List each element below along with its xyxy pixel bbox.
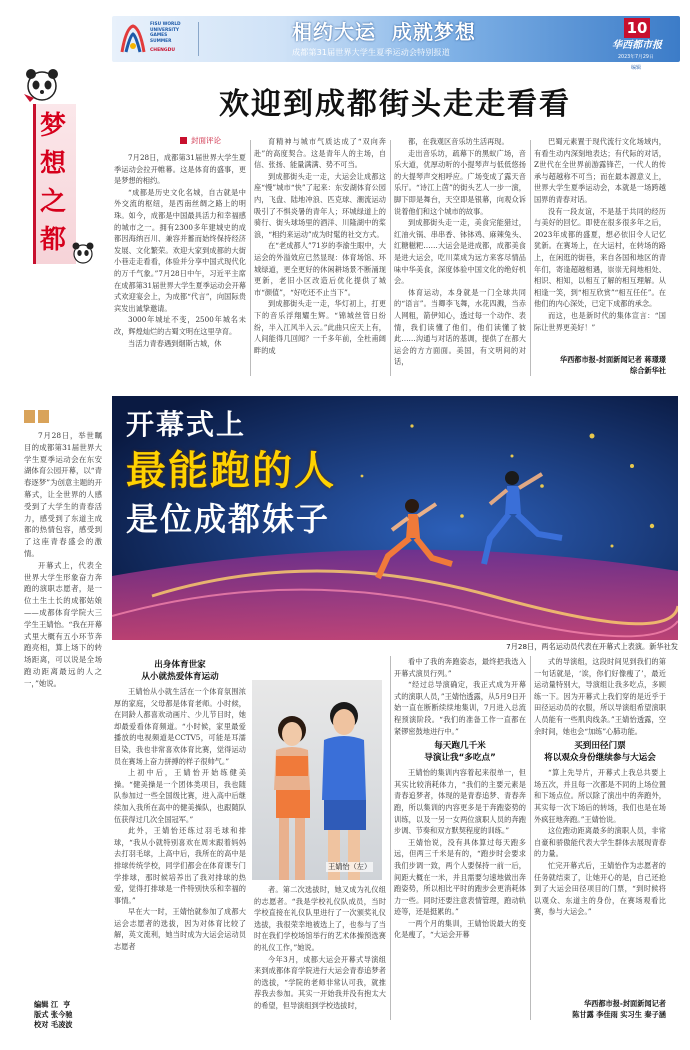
paragraph: 今年3月，成都大运会开幕式导演组来到成都体育学院进行大运会青春追梦者的选拔，“学院的老师非常认可我，就推荐我去参加。其实一开始我并没有抱太大的希望，但导演组到学校选拔时， bbox=[254, 954, 386, 1010]
subheading bbox=[114, 659, 246, 683]
article2-col2 bbox=[254, 884, 386, 1020]
subheading-text: 出身体育世家 从小就热爱体育运动 bbox=[141, 660, 219, 682]
header-slogan: 相约大运 成就梦想 bbox=[292, 20, 476, 44]
article1-col2 bbox=[254, 136, 386, 376]
byline-line: 华西都市报-封面新闻记者 蒋璟璟 bbox=[559, 355, 666, 364]
fisu-label: FISU WORLD UNIVERSITY GAMES SUMMER bbox=[150, 22, 181, 44]
paragraph: 王婧怡说，没有具体算过每天跑多远，但两三千米是有的，“跑步时会要求我们步调一致，两个人要保持一前一后，间距大概在一米，并且需要匀速地做出奔跑姿势，所以相比平时的跑步会更消耗体力一些。同时还要注意表情管理，跑动轨迹等，还是挺累的。” bbox=[394, 837, 526, 917]
quote-icon bbox=[24, 410, 52, 424]
fisu-logo-icon bbox=[118, 22, 148, 56]
commentary-icon bbox=[180, 137, 187, 144]
paragraph: 看中了我的奔跑姿态，最终把我选入开幕式演员行列。” bbox=[394, 657, 526, 678]
paragraph: 王婧怡的集训内容着起来很单一，但其实比较消耗体力，“我们的主要元素是青春追梦者，体现的是青春追梦、青春奔跑，所以集训的内容更多是于奔跑姿势的训练，以及一另一女两位演职人员的奔跑步调、节奏和双方默契程度的训练。” bbox=[394, 768, 526, 836]
article2-byline bbox=[534, 998, 666, 1020]
paragraph: “成都是历史文化名城，自古就是中外交流的枢纽，是西南丝绸之路上的明珠。如今，成都是中国最具活力和幸福感的城市之一。拥有2300多年建城史的成都因海纳百川、兼容并蓄而始终保持经济发展、文化繁荣。欢迎大家到成都的大街小巷走走看看，体验并分享中国式现代化的万千气象。”7月28日中午，习近平主席在成都第31届世界大学生夏季运动会开幕式欢迎宴会上，为成都“代言”，向国际贵宾发出诚挚邀请。 bbox=[114, 187, 246, 313]
photo-caption: 7月28日，两名运动员代表在开幕式上表演。新华社发 bbox=[506, 642, 678, 651]
header-divider bbox=[198, 22, 199, 56]
subheading bbox=[394, 740, 526, 764]
headline: 欢迎到成都街头走走看看 bbox=[219, 87, 571, 122]
byline-line: 陈甘露 李佳雨 实习生 秦子涵 bbox=[572, 1010, 666, 1019]
paragraph: 一两个月的集训，王婧怡说最大的变化是瘦了，“大运会开幕 bbox=[394, 918, 526, 940]
chengdu-label: CHENGDU bbox=[150, 48, 175, 53]
sidebar-note bbox=[24, 430, 102, 820]
paper-name: 华西都市报 bbox=[612, 40, 662, 51]
paragraph: 育精神与城市气质达成了“双向奔赴”的高度契合。这是青年人的主场，自信、张扬、能量满满、势不可当。 bbox=[254, 137, 386, 170]
portrait-photo bbox=[252, 680, 382, 880]
paragraph: 到成都街头走一走，大运会让成都这座“慢”城市“快”了起来：东安湖体育公园内，飞盘、陆地冲浪、匹克球、潮流运动吸引了不惧炎暑的青年人；环城绿道上的骑行、街头球场里的酒洋、川隆湖中的桨浪，“相约来运动”成为时髦的社交方式。 bbox=[254, 171, 386, 239]
article1-byline bbox=[534, 354, 666, 376]
paragraph: “算上先导片，开幕式上我总共要上场五次，并且每一次都是不同的上场位置和下场点位。所以除了演出中的奔跑外，其实每一次下场后的转场，我们也是在场外疯狂地奔跑。”王婧怡说。 bbox=[534, 768, 666, 824]
header-subtitle: 成都第31届世界大学生夏季运动会特别报道 bbox=[292, 47, 450, 57]
side-title-char-1: 梦 bbox=[40, 111, 67, 141]
article1-col1 bbox=[114, 152, 246, 352]
athletes-portrait-icon bbox=[252, 680, 382, 880]
paragraph: 开幕式上，代表全世界大学生形象奋力奔跑的演职志愿者，是一位土生土长的成都姑娘——成都体育学院大三学生王婧怡。“我在开幕式里大概有五小环节奔跑亮相，算上场下的转场距离，可以说是全场跑动距离最远的人之一，”她说。 bbox=[24, 560, 102, 688]
byline-line: 华西都市报-封面新闻记者 bbox=[583, 999, 666, 1008]
paragraph: 巴蜀元素置于现代流行文化场域内，有看生动内深刻地表达；有代际的对话，Z世代在全世界前游露锋芒，一代人的传承与超越称不可当；而在最本源意义上，世界大学生夏季运动会，本就是一场跨越国界的青春对话。 bbox=[534, 137, 666, 204]
editor-tag: 编辑 bbox=[631, 65, 642, 71]
editor-line: 编辑 江 亨 bbox=[34, 1000, 71, 1009]
page-number: 10 bbox=[624, 18, 650, 38]
paragraph: 式的导演组，这段时间见到我们的第一句话就是，‘诶，你们好像瘦了’，最近运动量特别大，导演组让我多吃点，多顾练一下。因为开幕式上我们穿的是近乎于田径运动员的衣服，所以导演组希望演职人员能有一些肌肉线条。”王婧怡透露，空余时间，她也会“加练”心肺功能。 bbox=[534, 657, 666, 736]
editor-line: 校对 毛凌波 bbox=[34, 1020, 73, 1029]
paragraph: “经过总导演确定，我正式成为开幕式的演职人员，”王婧怡透露，从5月9日开始一直在断断续续地集训，7月进入总流程预演阶段。“我们的准备工作一直都在紧锣密鼓地进行中。” bbox=[394, 680, 526, 736]
header-banner bbox=[112, 16, 680, 62]
paragraph: 忙完开幕式后，王婧怡作为志愿者的任务就结束了，让她开心的是，自己还抢到了大运会田径项目的门票，“到时候将以观众、东道主的身份，在赛场观看比赛，参与大运会。” bbox=[534, 860, 666, 917]
side-title-char-2: 想 bbox=[40, 149, 67, 179]
commentary-label: 封面评论 bbox=[191, 136, 221, 145]
paragraph: 7月28日，举世瞩目的成都第31届世界大学生夏季运动会在东安湖体育公园开幕，以“青春逐梦”为创意主题的开幕式，让全世界的人感受到了大学生的青春活力，感受到了东道主成都的热情包容，感受到了这座青春盛会的激情。 bbox=[24, 431, 102, 558]
editors-block bbox=[34, 1000, 72, 1030]
paragraph: 王婧怡从小就生活在一个体育氛围浓厚的家庭，父母都是体育老师。小时候，在同龄人都喜欢动画片、少儿节目时，她却最爱看体育频道。“小时候，家里最爱播放的电视频道是CCTV5，可能是耳濡目染，我也非常喜欢体育比赛，觉得运动员在赛场上奋力拼搏的样子很帅气。” bbox=[114, 687, 246, 766]
byline-line: 综合新华社 bbox=[630, 366, 666, 375]
side-title-char-4: 都 bbox=[40, 225, 67, 255]
feature-title-3: 是位成都妹子 bbox=[126, 500, 331, 538]
paragraph: 而这，也是新时代的集体宣言：“国际让世界更美好！” bbox=[534, 310, 666, 332]
subheading-text: 每天跑几千米 导演让我“多吃点” bbox=[424, 741, 496, 764]
subheading bbox=[534, 740, 666, 764]
paragraph: 当活力青春遇到烟斯古城，休 bbox=[128, 338, 222, 348]
paragraph: 体育运动，本身就是一门全球共同的“语言”。当卿李飞舞，水花四溅，当赤人网粗，箭伊知心，透过每一个动作、表情，我们读懂了他们，他们读懂了彼此……沟通与对话的基调，提供了在都大运会的方方面面。美国，有文明间的对话， bbox=[394, 287, 526, 367]
paragraph: 没有一段友谊，不是基于共同的经历与美好的回忆。即使在很多很多年之后，2023年成都的盛夏，想必依旧令人记忆犹新。在赛场上，在大运村，在转场的路上，在闲逛的街巷，来自各国和地区的青年们，寄逢超越相遇，崇崇无间地相处、相识、相知，以相互了解的相互理解。从相逢一笑，到“相互欣赏”“相互任任”。在他们的内心深处，已定下成都的承念。 bbox=[534, 206, 666, 309]
paragraph: 这位跑动距离最多的演职人员，非常自豪和骄傲能代表大学生群体去展现青春的力量。 bbox=[534, 826, 666, 859]
paragraph: 走出音乐坊，疏幕下的黑蚁广场，音乐大道，优厚动听的小提琴声与低低悠扬的大提琴声交相呼应。广场变成了露天音乐厅。“诗江上茵”的街头艺人一步一演，脚下即是舞台，天空即是银幕，向观众诉说着他们和这个城市的故事。 bbox=[394, 148, 526, 216]
paragraph: 都，在我观区音乐坊生活再现。 bbox=[408, 137, 509, 146]
feature-title-2: 最能跑的人 bbox=[126, 448, 336, 494]
paragraph: 到成都街头走一走，华灯初上，打更下的音乐浮翔耀生辉。“锦城丝管日纷纷，半入江风半入云。”此曲只应天上有，人间能得几回闻？一千多年前，全杜甫阔畔的成 bbox=[254, 299, 386, 355]
issue-date: 2023年7月29日 bbox=[618, 55, 654, 60]
feature-title-1: 开幕式上 bbox=[126, 408, 247, 441]
article1-col4 bbox=[534, 136, 666, 352]
article2-col4 bbox=[534, 656, 666, 996]
paragraph: 到成都街头走一走，美食完能猎过，红油火锅、串串香、钵钵鸡、麻辣兔头、红糖糍粑……大运会是进成都，成都美食是进大运会，吃川菜成为远方来客尽情品味中华美食，深度体验中国文化的绝好机会。 bbox=[394, 218, 526, 286]
feature-photo bbox=[112, 396, 678, 640]
editor-line: 版式 张今驰 bbox=[34, 1010, 73, 1019]
paragraph: 上初中后，王婧怡开始练健美操。“健美操是一个团体类项目，我也随队参加过一些全国级比赛，进入高中后继续加入我所在高中的健美操队，也跟随队伍获得过几次全国冠军。” bbox=[114, 768, 246, 824]
paragraph: 在“老成都人”71岁的李渝生眼中，大运会的外溢效应已然显现：体育场馆、环城绿道，更全更好的休闲耕场景不断涌现更新，老旧小区改造后优化提供了城市“颜值”，“好吃还不止当下”。 bbox=[254, 241, 386, 297]
article1-col3 bbox=[394, 136, 526, 376]
paragraph: 3000年城址不变，2500年城名未改，辉煌灿烂的古蜀文明在这里孕育。 bbox=[114, 315, 246, 336]
panda-small-icon bbox=[70, 240, 96, 266]
side-title-char-3: 之 bbox=[40, 187, 67, 217]
subheading-text: 买到田径门票 将以观众身份继续参与大运会 bbox=[544, 741, 656, 764]
paragraph: 早在大一时，王婧怡就参加了成都大运会志愿者的选拔，因为对体育比较了解，英文流利，她当时成为大运会运动员志愿者 bbox=[114, 907, 246, 952]
paragraph: 7月28日，成都第31届世界大学生夏季运动会拉开帷幕。这是体育的盛事，更是梦想的相约。 bbox=[114, 153, 246, 186]
portrait-caption: 王婧怡（左） bbox=[328, 862, 372, 871]
article2-col3 bbox=[394, 656, 526, 1020]
paragraph: 此外，王婧怡还练过羽毛球和排球，“我从小就特别喜欢在周末跟着妈妈去打羽毛球，上高中后，我所在的高中是排球传统学校，同学们都会在体育课专门学排球，那时候培养出了我对排球的热爱，觉得打排球是一件特别快乐和幸福的事情。” bbox=[114, 826, 246, 905]
article2-col1 bbox=[114, 656, 246, 1020]
panda-icon bbox=[22, 64, 62, 104]
paragraph: 者。第二次选拔时，她又成为礼仪组的志愿者。“我是学校礼仪队成员，当时学校直接在礼仪队里进行了一次颁奖礼仪选拔，我很荣幸地被选上了，也参与了当时在我们学校场馆举行的艺术体操预选赛的礼仪工作，”她说。 bbox=[254, 885, 386, 952]
